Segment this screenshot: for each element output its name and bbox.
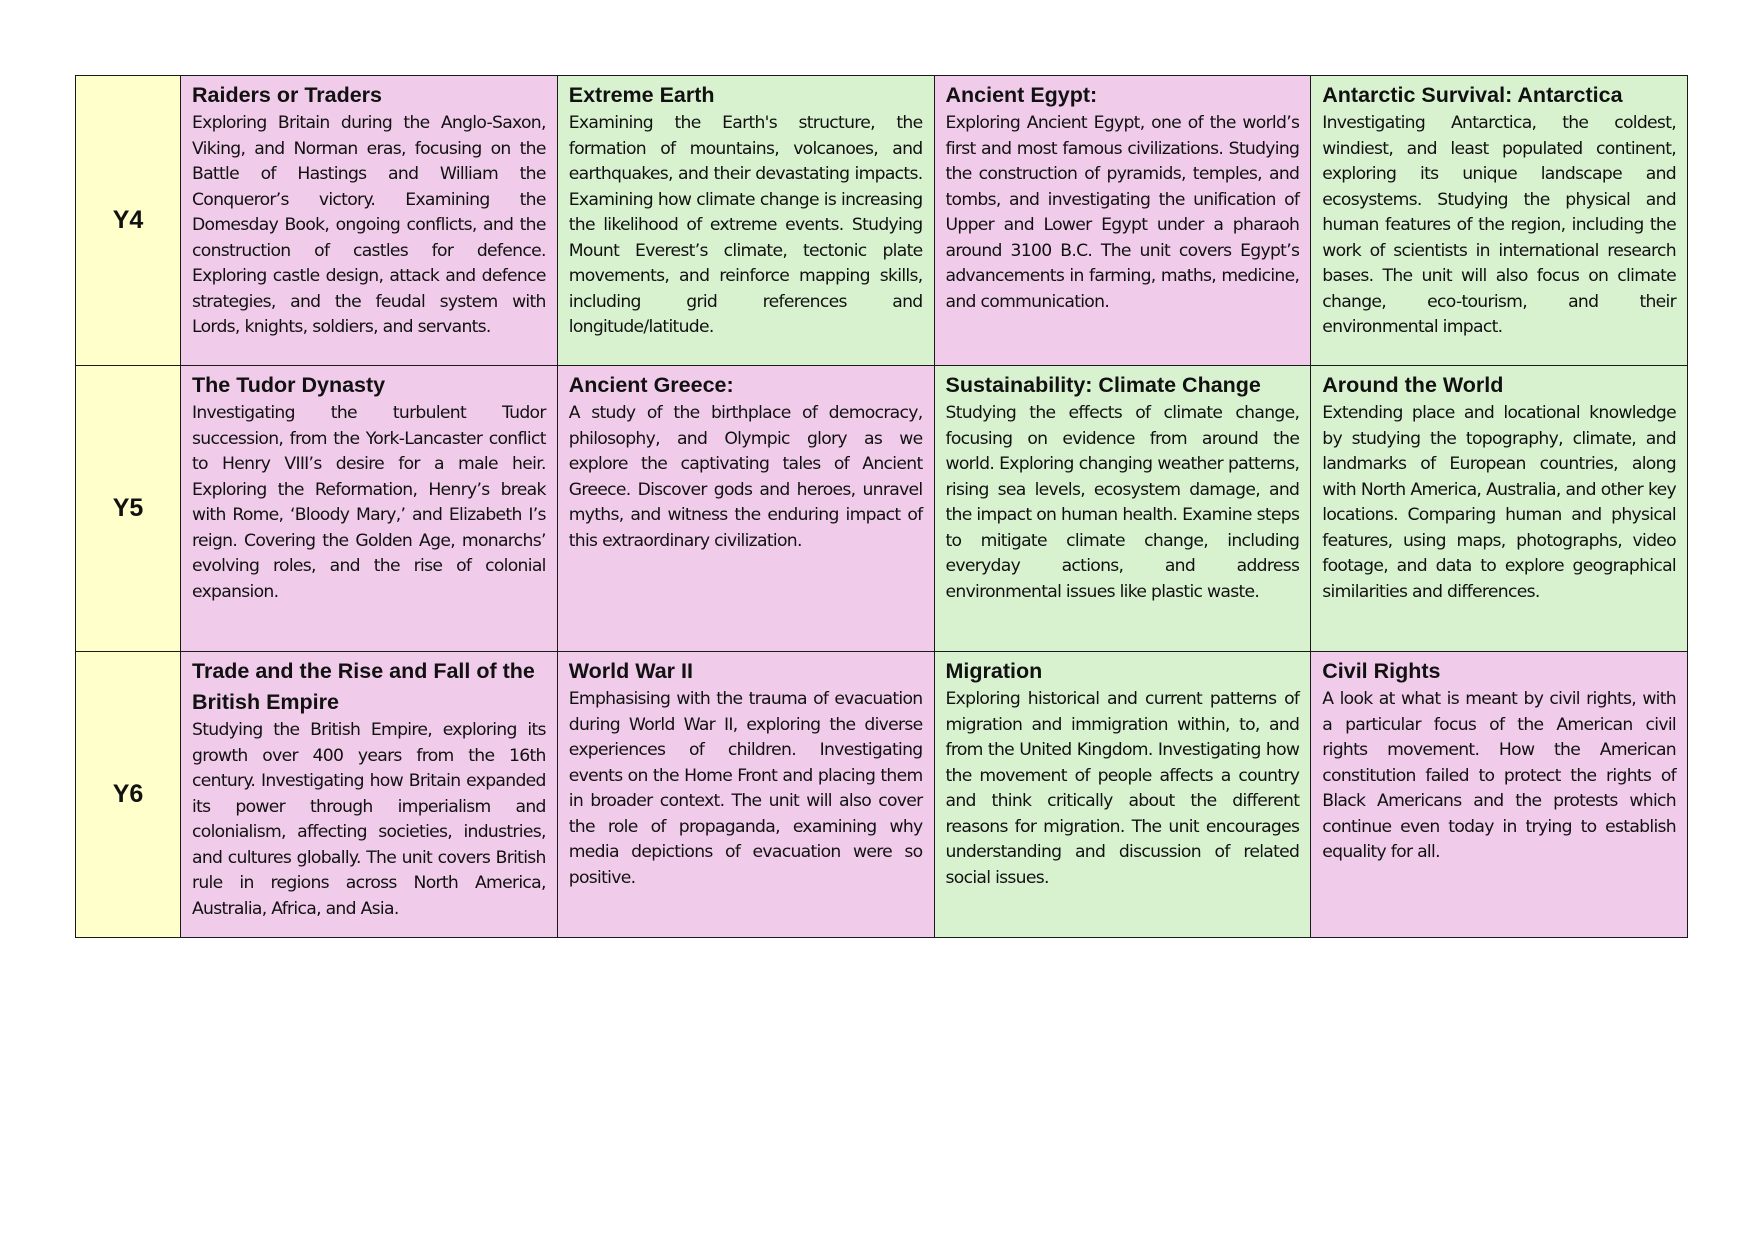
year-row-y5 xyxy=(76,366,1688,652)
curriculum-table xyxy=(75,75,1688,938)
topic-description: Extending place and locational knowledge by studying the topography, climate, and landmarks of European countries, along with North America, Australia, and other key locations. Comparing human and physical features, using maps, photographs, video footage, and data to explore geographical similarities and differences. xyxy=(1322,403,1676,602)
topic-cell xyxy=(557,366,934,652)
topic-description: Exploring Ancient Egypt, one of the world’s first and most famous civilizations. Studying the construction of pyramids, temples, and tombs, and investigating the unification of Upper and Lower Egypt under a pharaoh around 3100 B.C. The unit covers Egypt’s advancements in farming, maths, medicine, and communication. xyxy=(945,113,1300,312)
topic-cell xyxy=(181,76,558,366)
year-row-y6 xyxy=(76,652,1688,938)
topic-cell xyxy=(181,366,558,652)
topic-description: Studying the effects of climate change, focusing on evidence from around the world. Exploring changing weather patterns, rising sea levels, ecosystem damage, and the impact on human health. Examine steps to mitigate climate change, including everyday actions, and address environmental issues like plastic waste. xyxy=(945,403,1300,602)
topic-title: The Tudor Dynasty xyxy=(192,373,386,397)
topic-title: World War II xyxy=(568,659,693,683)
topic-cell xyxy=(557,76,934,366)
topic-cell xyxy=(934,76,1311,366)
topic-title: Sustainability: Climate Change xyxy=(945,373,1261,397)
year-label: Y4 xyxy=(76,76,181,366)
topic-title: Trade and the Rise and Fall of the British Empire xyxy=(192,659,535,714)
year-label: Y5 xyxy=(76,366,181,652)
topic-cell xyxy=(1311,366,1688,652)
topic-cell xyxy=(934,366,1311,652)
topic-description: Exploring historical and current patterns of migration and immigration within, to, and from the United Kingdom. Investigating how the movement of people affects a country and think critically about the different reasons for migration. The unit encourages understanding and discussion of related social issues. xyxy=(945,689,1300,888)
topic-title: Raiders or Traders xyxy=(192,83,383,107)
topic-description: A study of the birthplace of democracy, philosophy, and Olympic glory as we explore the captivating tales of Ancient Greece. Discover gods and heroes, unravel myths, and witness the enduring impact of this extraordinary civilization. xyxy=(568,403,923,551)
topic-description: A look at what is meant by civil rights, with a particular focus of the American civil rights movement. How the American constitution failed to protect the rights of Black Americans and the protests which continue even today in trying to establish equality for all. xyxy=(1322,689,1676,862)
topic-cell xyxy=(557,652,934,938)
topic-title: Ancient Greece: xyxy=(568,373,734,397)
topic-cell xyxy=(1311,76,1688,366)
topic-title: Extreme Earth xyxy=(568,83,715,107)
topic-title: Around the World xyxy=(1322,373,1504,397)
topic-title: Migration xyxy=(945,659,1043,683)
topic-title: Antarctic Survival: Antarctica xyxy=(1322,83,1623,107)
year-label: Y6 xyxy=(76,652,181,938)
topic-description: Investigating Antarctica, the coldest, windiest, and least populated continent, exploring its unique landscape and ecosystems. Studying the physical and human features of the region, including the work of scientists in international research bases. The unit will also focus on climate change, eco-tourism, and their environmental impact. xyxy=(1322,113,1676,337)
topic-description: Emphasising with the trauma of evacuation during World War II, exploring the diverse experiences of children. Investigating events on the Home Front and placing them in broader context. The unit will also cover the role of propaganda, examining why media depictions of evacuation were so positive. xyxy=(568,689,923,888)
topic-description: Studying the British Empire, exploring its growth over 400 years from the 16th century. Investigating how Britain expanded its power through imperialism and colonialism, affecting societies, industries, and cultures globally. The unit covers British rule in regions across North America, Australia, Africa, and Asia. xyxy=(192,720,546,919)
topic-cell xyxy=(1311,652,1688,938)
topic-title: Ancient Egypt: xyxy=(945,83,1098,107)
topic-description: Exploring Britain during the Anglo-Saxon, Viking, and Norman eras, focusing on the Battle of Hastings and William the Conqueror’s victory. Examining the Domesday Book, ongoing conflicts, and the construction of castles for defence. Exploring castle design, attack and defence strategies, and the feudal system with Lords, knights, soldiers, and servants. xyxy=(192,113,546,337)
topic-cell xyxy=(181,652,558,938)
topic-description: Examining the Earth's structure, the formation of mountains, volcanoes, and earthquakes, and their devastating impacts. Examining how climate change is increasing the likelihood of extreme events. Studying Mount Everest’s climate, tectonic plate movements, and reinforce mapping skills, including grid references and longitude/latitude. xyxy=(568,113,923,337)
topic-description: Investigating the turbulent Tudor succession, from the York-Lancaster conflict to Henry VIII’s desire for a male heir. Exploring the Reformation, Henry’s break with Rome, ‘Bloody Mary,’ and Elizabeth I’s reign. Covering the Golden Age, monarchs’ evolving roles, and the rise of colonial expansion. xyxy=(192,403,546,602)
topic-cell xyxy=(934,652,1311,938)
year-row-y4 xyxy=(76,76,1688,366)
topic-title: Civil Rights xyxy=(1322,659,1441,683)
